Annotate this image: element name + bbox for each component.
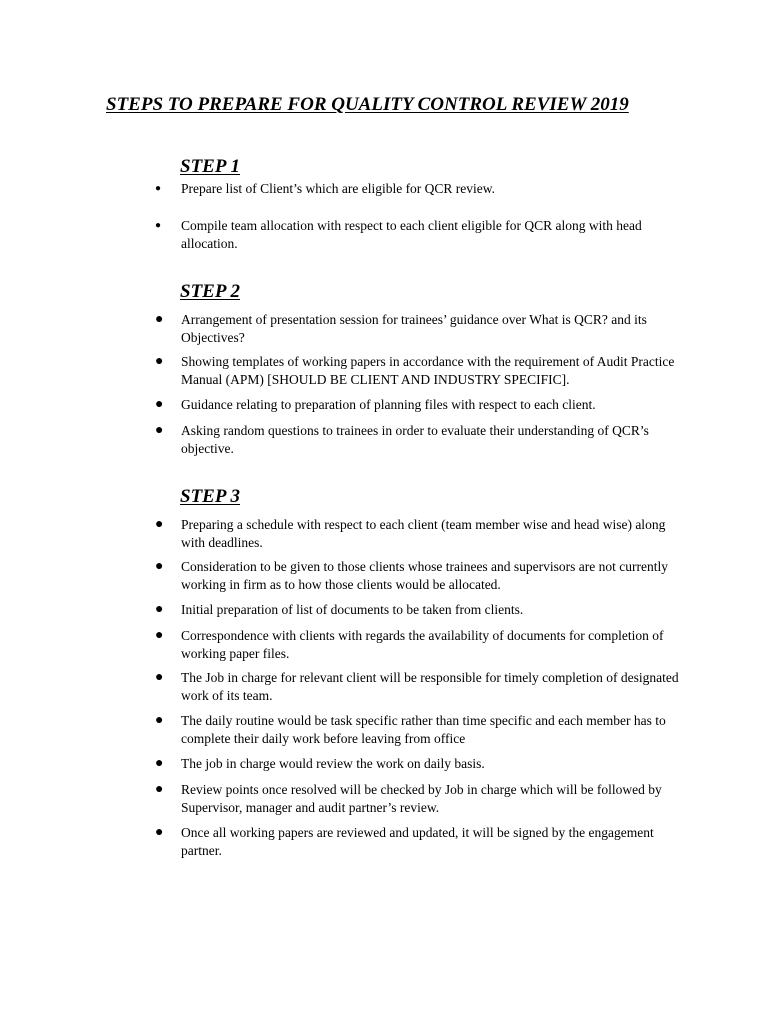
bullet-icon: ● — [155, 825, 164, 840]
bullet-icon: ● — [155, 354, 164, 369]
list-item-text: The Job in charge for relevant client will be responsible for timely completion of designated work of its team. — [181, 670, 679, 703]
list-item-text: The job in charge would review the work on daily basis. — [181, 756, 485, 771]
list-item-text: The daily routine would be task specific rather than time specific and each member has to complete their daily work before leaving from office — [181, 713, 666, 746]
bullet-icon: ● — [155, 670, 164, 685]
list-item-text: Asking random questions to trainees in order to evaluate their understanding of QCR’s objective. — [181, 423, 649, 456]
bullet-icon: ● — [155, 183, 162, 194]
list-item-text: Preparing a schedule with respect to each client (team member wise and head wise) along with deadlines. — [181, 517, 666, 550]
document-title: STEPS TO PREPARE FOR QUALITY CONTROL REVIEW 2019 — [106, 94, 629, 115]
list-item-text: Initial preparation of list of documents to be taken from clients. — [181, 602, 524, 617]
bullet-icon: ● — [155, 782, 164, 797]
list-item-text: Once all working papers are reviewed and updated, it will be signed by the engagement partner. — [181, 825, 654, 858]
bullet-icon: ● — [155, 628, 164, 643]
bullet-icon: ● — [155, 397, 164, 412]
list-item-text: Compile team allocation with respect to each client eligible for QCR along with head allocation. — [181, 218, 642, 251]
bullet-icon: ● — [155, 517, 164, 532]
bullet-icon: ● — [155, 220, 162, 231]
list-item-text: Prepare list of Client’s which are eligible for QCR review. — [181, 181, 496, 196]
bullet-icon: ● — [155, 756, 164, 771]
bullet-icon: ● — [155, 602, 164, 617]
bullet-icon: ● — [155, 312, 164, 327]
list-item-text: Showing templates of working papers in accordance with the requirement of Audit Practice Manual (APM) [SHOULD BE CLIENT AND INDUSTRY SPECIFIC]. — [181, 354, 675, 387]
bullet-icon: ● — [155, 559, 164, 574]
list-item-text: Guidance relating to preparation of planning files with respect to each client. — [181, 397, 596, 412]
list-item-text: Correspondence with clients with regards the availability of documents for completion of working paper files. — [181, 628, 664, 661]
list-item-text: Review points once resolved will be checked by Job in charge which will be followed by Supervisor, manager and audit partner’s review. — [181, 782, 662, 815]
bullet-icon: ● — [155, 423, 164, 438]
step-2-heading: STEP 2 — [180, 281, 240, 302]
list-item-text: Consideration to be given to those clients whose trainees and supervisors are not currently working in firm as to how those clients would be allocated. — [181, 559, 669, 592]
step-3-heading: STEP 3 — [180, 486, 240, 507]
step-1-heading: STEP 1 — [180, 156, 240, 177]
bullet-icon: ● — [155, 713, 164, 728]
list-item-text: Arrangement of presentation session for trainees’ guidance over What is QCR? and its Objectives? — [181, 312, 647, 345]
